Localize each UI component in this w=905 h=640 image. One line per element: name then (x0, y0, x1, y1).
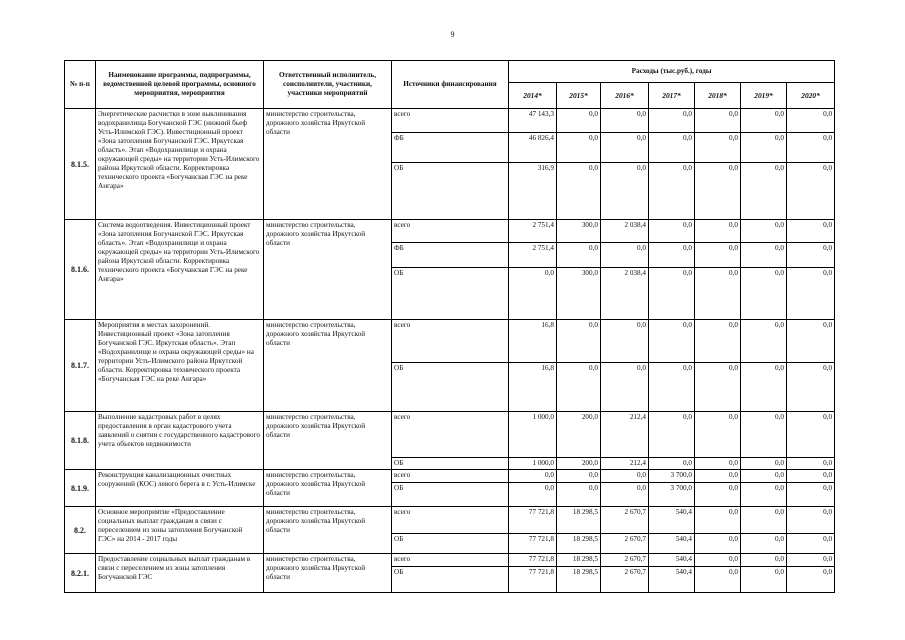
row-code: 8.2.1. (65, 554, 96, 593)
header-expenses: Расходы (тыс.руб.), годы (509, 61, 835, 83)
expense-value: 18 298,5 (557, 534, 601, 554)
expense-value: 200,0 (557, 458, 601, 470)
funding-source: ОБ (392, 268, 509, 320)
expense-value: 77 721,8 (509, 507, 557, 534)
expense-value: 0,0 (695, 320, 741, 363)
expense-value: 0,0 (741, 109, 787, 133)
header-year: 2014* (509, 83, 557, 109)
expense-value: 0,0 (557, 470, 601, 483)
expense-value: 0,0 (741, 554, 787, 567)
header-executor: Ответственный исполнитель, соисполнители, участники, участники мероприятий (264, 61, 392, 109)
header-year: 2015* (557, 83, 601, 109)
row-name: Основное мероприятие «Предоставление социальных выплат гражданам в связи с переселением из зоны затопления Богучанской ГЭС» на 2014 - 2017 годы (96, 507, 264, 554)
row-code: 8.1.6. (65, 220, 96, 320)
expense-value: 0,0 (787, 220, 835, 243)
expense-value: 0,0 (787, 363, 835, 412)
funding-source: всего (392, 220, 509, 243)
row-executor: министерство строительства, дорожного хозяйства Иркутской области (264, 507, 392, 554)
expense-value: 0,0 (741, 507, 787, 534)
header-name: Наименование программы, подпрограммы, ведомственной целевой программы, основного мероприятия, мероприятия (96, 61, 264, 109)
row-code: 8.1.9. (65, 470, 96, 507)
expense-value: 2 670,7 (601, 534, 649, 554)
expense-value: 0,0 (649, 243, 695, 268)
row-name: Выполнение кадастровых работ в целях предоставления в орган кадастрового учета заявлений о снятии с государственного кадастрового учета объектов недвижимости (96, 412, 264, 470)
row-code: 8.1.5. (65, 109, 96, 220)
expense-value: 0,0 (557, 243, 601, 268)
expense-value: 1 000,0 (509, 458, 557, 470)
expense-value: 0,0 (741, 534, 787, 554)
expense-value: 200,0 (557, 412, 601, 458)
expense-value: 0,0 (557, 483, 601, 507)
expense-value: 2 038,4 (601, 268, 649, 320)
expense-value: 0,0 (741, 163, 787, 220)
expense-value: 0,0 (787, 163, 835, 220)
header-year: 2016* (601, 83, 649, 109)
expense-value: 0,0 (649, 412, 695, 458)
expense-value: 0,0 (557, 320, 601, 363)
row-executor: министерство строительства, дорожного хозяйства Иркутской области (264, 320, 392, 412)
row-executor: министерство строительства, дорожного хозяйства Иркутской области (264, 412, 392, 470)
expenses-table (64, 60, 835, 593)
expense-value: 2 670,7 (601, 554, 649, 567)
table-row (65, 109, 835, 133)
row-code: 8.2. (65, 507, 96, 554)
expense-value: 77 721,8 (509, 554, 557, 567)
expense-value: 0,0 (649, 458, 695, 470)
header-num: № п-п (65, 61, 96, 109)
expense-value: 16,8 (509, 363, 557, 412)
expense-value: 16,8 (509, 320, 557, 363)
expense-value: 77 721,8 (509, 534, 557, 554)
expense-value: 0,0 (787, 507, 835, 534)
funding-source: всего (392, 412, 509, 458)
row-executor: министерство строительства, дорожного хозяйства Иркутской области (264, 220, 392, 320)
expense-value: 0,0 (787, 534, 835, 554)
expense-value: 0,0 (741, 220, 787, 243)
expense-value: 0,0 (601, 133, 649, 163)
expense-value: 0,0 (787, 243, 835, 268)
expense-value: 0,0 (741, 412, 787, 458)
funding-source: всего (392, 507, 509, 534)
expense-value: 0,0 (695, 470, 741, 483)
expense-value: 212,4 (601, 458, 649, 470)
expense-value: 0,0 (557, 363, 601, 412)
expense-value: 0,0 (741, 243, 787, 268)
expense-value: 0,0 (601, 320, 649, 363)
table-row (65, 470, 835, 483)
expense-value: 18 298,5 (557, 567, 601, 593)
expense-value: 0,0 (509, 268, 557, 320)
expense-value: 0,0 (695, 554, 741, 567)
expense-value: 0,0 (509, 483, 557, 507)
table-row (65, 412, 835, 458)
expense-value: 0,0 (695, 109, 741, 133)
expense-value: 0,0 (601, 163, 649, 220)
expense-value: 0,0 (787, 268, 835, 320)
expense-value: 77 721,8 (509, 567, 557, 593)
expense-value: 2 670,7 (601, 567, 649, 593)
expense-value: 18 298,5 (557, 554, 601, 567)
expense-value: 0,0 (741, 483, 787, 507)
expense-value: 0,0 (601, 243, 649, 268)
expense-value: 0,0 (787, 554, 835, 567)
expense-value: 0,0 (741, 458, 787, 470)
expense-value: 0,0 (787, 470, 835, 483)
row-code: 8.1.8. (65, 412, 96, 470)
expense-value: 0,0 (787, 458, 835, 470)
header-year: 2020* (787, 83, 835, 109)
expense-value: 0,0 (649, 268, 695, 320)
expense-value: 0,0 (557, 109, 601, 133)
expense-value: 540,4 (649, 534, 695, 554)
row-name: Мероприятия в местах захоронений. Инвестиционный проект «Зона затопления Богучанской ГЭС. Иркутская область». Этап «Водохранилище и охрана окружающей среды» на территории Усть-Илимского района Иркутской области. Корректировка технического проекта «Богучанская ГЭС на реке Ангара» (96, 320, 264, 412)
row-name: Предоставление социальных выплат гражданам в связи с переселением из зоны затопления Богучанской ГЭС (96, 554, 264, 593)
row-executor: министерство строительства, дорожного хозяйства Иркутской области (264, 554, 392, 593)
expense-value: 0,0 (741, 363, 787, 412)
header-year: 2017* (649, 83, 695, 109)
expense-value: 0,0 (787, 320, 835, 363)
expense-value: 0,0 (695, 534, 741, 554)
expense-value: 0,0 (649, 363, 695, 412)
expense-value: 0,0 (649, 109, 695, 133)
expense-value: 2 670,7 (601, 507, 649, 534)
expense-value: 0,0 (695, 412, 741, 458)
expense-value: 0,0 (787, 412, 835, 458)
expense-value: 0,0 (695, 483, 741, 507)
row-executor: министерство строительства, дорожного хозяйства Иркутской области (264, 470, 392, 507)
funding-source: ОБ (392, 483, 509, 507)
expense-value: 0,0 (741, 268, 787, 320)
row-executor: министерство строительства, дорожного хозяйства Иркутской области (264, 109, 392, 220)
expense-value: 0,0 (557, 163, 601, 220)
funding-source: всего (392, 554, 509, 567)
expense-value: 0,0 (695, 133, 741, 163)
table-row (65, 507, 835, 534)
header-year: 2019* (741, 83, 787, 109)
expense-value: 540,4 (649, 554, 695, 567)
expense-value: 0,0 (787, 133, 835, 163)
funding-source: ОБ (392, 458, 509, 470)
expense-value: 0,0 (695, 458, 741, 470)
row-name: Энергетические расчистки в зоне выклинивания водохранилища Богучанской ГЭС (нижний бьеф Усть-Илимской ГЭС). Инвестиционный проект «Зона затопления Богучанской ГЭС. Иркутская область». Этап «Водохранилище и охрана окружающей среды» на территории Усть-Илимского района Иркутской области. Корректировка технического проекта «Богучанская ГЭС на реке Ангара» (96, 109, 264, 220)
expense-value: 47 143,3 (509, 109, 557, 133)
header-year: 2018* (695, 83, 741, 109)
expense-value: 0,0 (601, 363, 649, 412)
header-source: Источники финансирования (392, 61, 509, 109)
expense-value: 0,0 (741, 133, 787, 163)
expense-value: 1 000,0 (509, 412, 557, 458)
row-code: 8.1.7. (65, 320, 96, 412)
funding-source: ФБ (392, 243, 509, 268)
expense-value: 0,0 (649, 133, 695, 163)
expense-value: 0,0 (649, 320, 695, 363)
table-row (65, 320, 835, 363)
expense-value: 0,0 (741, 320, 787, 363)
expense-value: 0,0 (601, 109, 649, 133)
funding-source: ОБ (392, 163, 509, 220)
expense-value: 18 298,5 (557, 507, 601, 534)
expense-value: 2 038,4 (601, 220, 649, 243)
funding-source: ОБ (392, 363, 509, 412)
expense-value: 0,0 (695, 163, 741, 220)
expense-value: 0,0 (695, 268, 741, 320)
funding-source: всего (392, 470, 509, 483)
expense-value: 300,0 (557, 220, 601, 243)
expense-value: 2 751,4 (509, 220, 557, 243)
expense-value: 0,0 (787, 483, 835, 507)
expense-value: 540,4 (649, 567, 695, 593)
expense-value: 0,0 (695, 220, 741, 243)
expense-value: 0,0 (601, 483, 649, 507)
expense-value: 3 700,0 (649, 470, 695, 483)
expense-value: 3 700,0 (649, 483, 695, 507)
expense-value: 212,4 (601, 412, 649, 458)
funding-source: всего (392, 320, 509, 363)
expense-value: 0,0 (695, 507, 741, 534)
expense-value: 0,0 (741, 567, 787, 593)
page-number: 9 (450, 30, 455, 39)
funding-source: ФБ (392, 133, 509, 163)
expense-value: 0,0 (787, 567, 835, 593)
expense-value: 0,0 (695, 243, 741, 268)
expense-value: 300,0 (557, 268, 601, 320)
expense-value: 0,0 (787, 109, 835, 133)
expense-value: 0,0 (509, 470, 557, 483)
funding-source: ОБ (392, 567, 509, 593)
funding-source: всего (392, 109, 509, 133)
expense-value: 0,0 (695, 363, 741, 412)
table-row (65, 554, 835, 567)
expense-value: 540,4 (649, 507, 695, 534)
expense-value: 46 826,4 (509, 133, 557, 163)
expense-value: 0,0 (557, 133, 601, 163)
expense-value: 316,9 (509, 163, 557, 220)
expense-value: 0,0 (649, 220, 695, 243)
row-name: Реконструкция канализационных очистных сооружений (КОС) левого берега в г. Усть-Илимске (96, 470, 264, 507)
expense-value: 2 751,4 (509, 243, 557, 268)
table-row (65, 220, 835, 243)
expense-value: 0,0 (649, 163, 695, 220)
expense-value: 0,0 (741, 470, 787, 483)
funding-source: ОБ (392, 534, 509, 554)
expense-value: 0,0 (695, 567, 741, 593)
row-name: Система водоотведения. Инвестиционный проект «Зона затопления Богучанской ГЭС. Иркутская область». Этап «Водохранилище и охрана окружающей среды» на территории Усть-Илимского района Иркутской области. Корректировка технического проекта «Богучанская ГЭС на реке Ангара» (96, 220, 264, 320)
expense-value: 0,0 (601, 470, 649, 483)
